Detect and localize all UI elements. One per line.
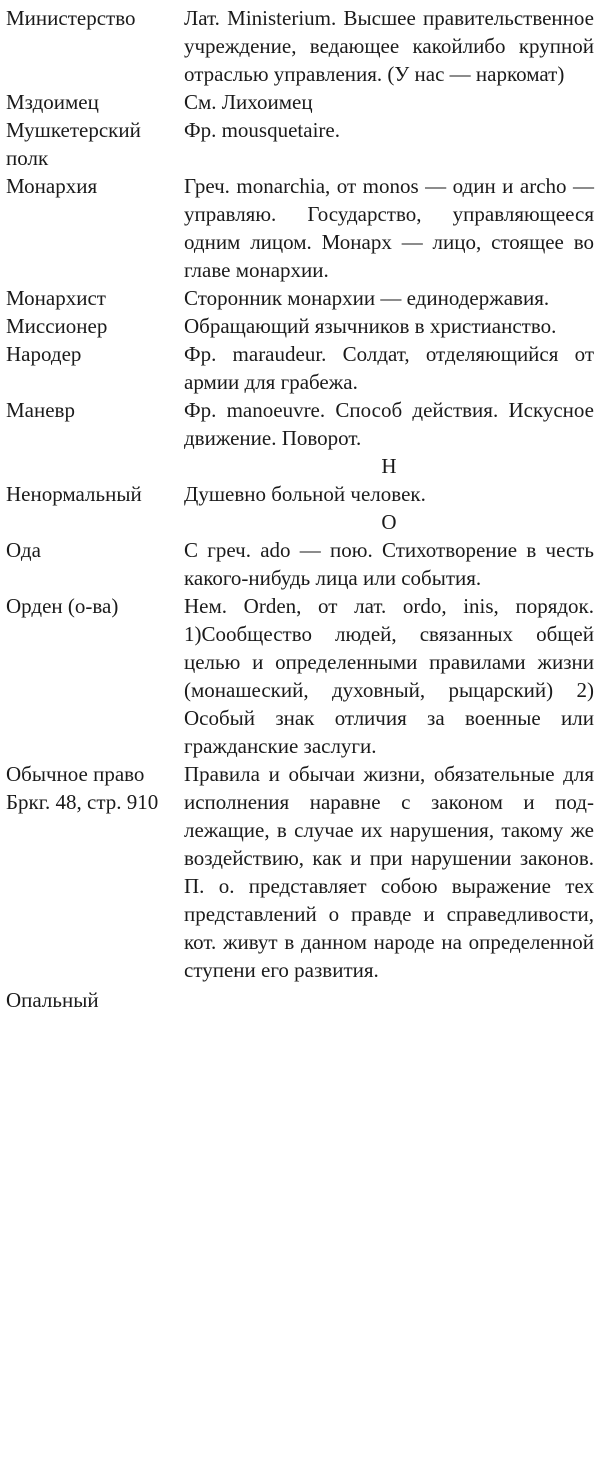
entry-definition: Фр. manoeuvre. Способ действия. Искусное движение. Поворот. (184, 398, 594, 450)
entry-maroder (6, 340, 594, 396)
entry-term: Маневр (6, 398, 75, 422)
entry-ministerstvo (6, 4, 594, 88)
entry-term: Миссионер (6, 314, 108, 338)
entry-term: Орден (о-ва) (6, 594, 119, 618)
entry-mzdoimets (6, 88, 594, 116)
entry-term: Монархист (6, 286, 106, 310)
entry-term: Мушкетерский полк (6, 118, 141, 170)
entry-term: Ненормальный (6, 482, 142, 506)
entry-term: Обычное право Бркг. 48, стр. 910 (6, 762, 159, 814)
entry-definition: Лат. Ministerium. Высшее правительственное учреждение, ведающее какойлибо крупной отраслью управления. (У нас — наркомат) (184, 6, 594, 86)
entry-definition: Фр. maraudeur. Солдат, отделяющийся от армии для грабежа. (184, 342, 594, 394)
entry-mushketersky-polk (6, 116, 594, 172)
entry-definition: С греч. ado — пою. Стихотворение в честь какого-нибудь лица или события. (184, 538, 594, 590)
entry-term: Монархия (6, 174, 98, 198)
entry-definition: Душевно больной человек. (184, 482, 426, 506)
entry-manevr (6, 396, 594, 452)
entry-nenormalny (6, 480, 594, 508)
entry-definition: Фр. mousquetaire. (184, 118, 340, 142)
entry-definition: Сторонник монархии — единодержавия. (184, 286, 550, 310)
entry-definition: Нем. Orden, от лат. ordo, inis, порядок. 1)Сообщество людей, связанных общей целью и определенными правилами жизни (монашеский, духовный, рыцарский) 2) Особый знак отличия за военные или гражданские заслуги. (184, 594, 594, 758)
entry-oda (6, 536, 594, 592)
section-letter-heading: О (381, 510, 397, 534)
section-letter-heading: Н (381, 454, 397, 478)
entry-obychnoe-pravo (6, 760, 594, 984)
entry-monarkhiya (6, 172, 594, 284)
entry-term: Народер (6, 342, 82, 366)
entry-definition: Обращающий язычников в христианство. (184, 314, 557, 338)
entry-definition: Греч. monarchia, от monos — один и archo — управляю. Государство, управляющееся одним лицом. Монарх — лицо, стоящее во главе монархии. (184, 174, 594, 282)
entry-orden (6, 592, 594, 760)
entry-definition: См. Лихоимец (184, 90, 313, 114)
entry-monarkhist (6, 284, 594, 312)
entry-missioner (6, 312, 594, 340)
entry-term: Мздоимец (6, 90, 99, 114)
entry-term: Министерство (6, 6, 136, 30)
entry-definition: Правила и обычаи жизни, обязательные для исполнения наравне с законом и подлежащие, в случае их нарушения, такому же воздействию, как и при нарушении законов. П. о. представляет собою выражение тех представлений о правде и справедливости, кот. живут в данном народе на определенной ступени его развития. (184, 762, 594, 982)
entry-term: Ода (6, 538, 41, 562)
entry-opalny (6, 986, 594, 1014)
glossary-page (6, 4, 594, 1014)
entry-term: Опальный (6, 988, 99, 1012)
